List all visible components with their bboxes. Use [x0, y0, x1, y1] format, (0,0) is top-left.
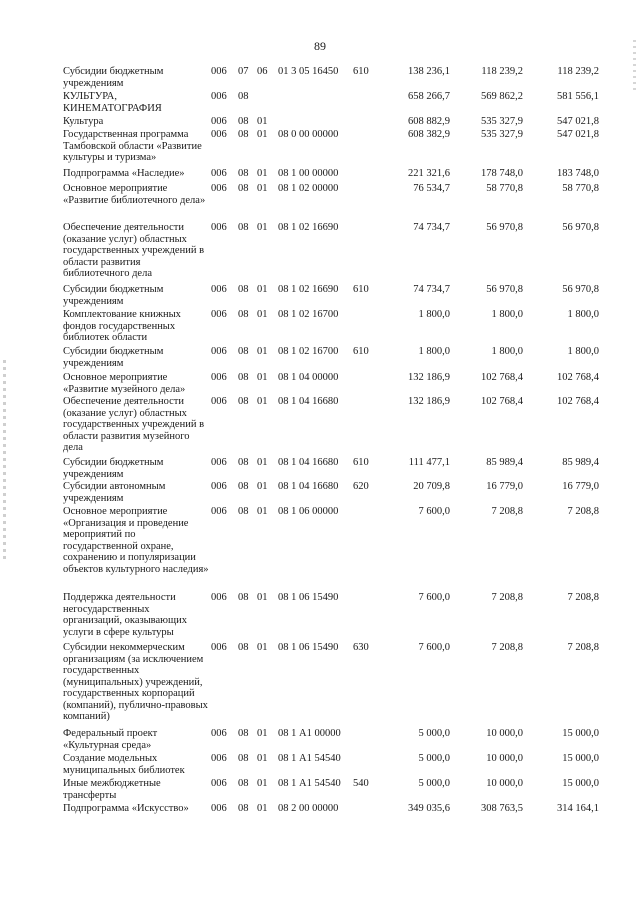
table-row — [0, 592, 640, 638]
row-amount-3: 7 208,8 — [567, 506, 599, 517]
row-target-article: 08 1 00 00000 — [278, 168, 339, 179]
row-name: КУЛЬТУРА, КИНЕМАТОГРАФИЯ — [63, 91, 162, 114]
row-subsection-code: 06 — [257, 66, 268, 77]
row-amount-3: 1 800,0 — [567, 346, 599, 357]
row-amount-2: 1 800,0 — [491, 309, 523, 320]
row-amount-1: 7 600,0 — [418, 506, 450, 517]
row-name: Основное мероприятие «Развитие библиотечного дела» — [63, 183, 206, 206]
row-gr-code: 006 — [211, 222, 227, 233]
row-target-article: 08 1 04 16680 — [278, 481, 339, 492]
row-amount-1: 74 734,7 — [413, 284, 450, 295]
row-subsection-code: 01 — [257, 506, 268, 517]
row-target-article: 08 1 02 16690 — [278, 284, 339, 295]
row-amount-3: 183 748,0 — [557, 168, 599, 179]
row-gr-code: 006 — [211, 642, 227, 653]
row-gr-code: 006 — [211, 183, 227, 194]
row-target-article: 08 1 06 15490 — [278, 642, 339, 653]
row-name: Обеспечение деятельности (оказание услуг) областных государственных учреждений в области развития библиотечного дела — [63, 222, 205, 279]
table-row — [0, 372, 640, 395]
row-expense-type: 610 — [353, 346, 369, 357]
row-expense-type: 610 — [353, 66, 369, 77]
table-row — [0, 728, 640, 751]
row-amount-3: 85 989,4 — [562, 457, 599, 468]
row-amount-2: 56 970,8 — [486, 284, 523, 295]
row-subsection-code: 01 — [257, 481, 268, 492]
row-amount-3: 7 208,8 — [567, 642, 599, 653]
row-section-code: 08 — [238, 778, 249, 789]
row-amount-1: 1 800,0 — [418, 346, 450, 357]
row-amount-2: 85 989,4 — [486, 457, 523, 468]
row-amount-2: 7 208,8 — [491, 592, 523, 603]
row-amount-1: 1 800,0 — [418, 309, 450, 320]
table-row — [0, 481, 640, 504]
table-row — [0, 778, 640, 801]
row-subsection-code: 01 — [257, 457, 268, 468]
row-expense-type: 630 — [353, 642, 369, 653]
row-amount-3: 102 768,4 — [557, 372, 599, 383]
row-section-code: 08 — [238, 372, 249, 383]
row-amount-3: 118 239,2 — [557, 66, 599, 77]
row-amount-3: 56 970,8 — [562, 222, 599, 233]
row-section-code: 08 — [238, 168, 249, 179]
table-row — [0, 129, 640, 163]
row-target-article: 01 3 05 16450 — [278, 66, 339, 77]
row-subsection-code: 01 — [257, 222, 268, 233]
row-amount-3: 1 800,0 — [567, 309, 599, 320]
row-name: Культура — [63, 116, 104, 127]
row-amount-1: 138 236,1 — [408, 66, 450, 77]
row-amount-2: 102 768,4 — [481, 372, 523, 383]
row-name: Субсидии некоммерческим организациям (за исключением государственных (муниципальных) учреждений, государственных корпораций (компаний), публично-правовых компаний) — [63, 642, 208, 722]
row-name: Поддержка деятельности негосударственных организаций, оказывающих услуги в сфере культуры — [63, 592, 187, 638]
row-amount-1: 132 186,9 — [408, 396, 450, 407]
row-amount-3: 314 164,1 — [557, 803, 599, 814]
row-target-article: 08 1 А1 54540 — [278, 778, 341, 789]
row-section-code: 08 — [238, 309, 249, 320]
row-amount-2: 7 208,8 — [491, 506, 523, 517]
row-name: Подпрограмма «Искусство» — [63, 803, 189, 814]
row-target-article: 08 2 00 00000 — [278, 803, 339, 814]
row-name: Государственная программа Тамбовской области «Развитие культуры и туризма» — [63, 129, 202, 163]
row-section-code: 08 — [238, 284, 249, 295]
row-expense-type: 610 — [353, 457, 369, 468]
row-section-code: 08 — [238, 481, 249, 492]
row-amount-2: 10 000,0 — [486, 753, 523, 764]
row-subsection-code: 01 — [257, 753, 268, 764]
row-amount-3: 16 779,0 — [562, 481, 599, 492]
row-subsection-code: 01 — [257, 803, 268, 814]
row-amount-3: 56 970,8 — [562, 284, 599, 295]
row-expense-type: 540 — [353, 778, 369, 789]
row-section-code: 08 — [238, 116, 249, 127]
row-gr-code: 006 — [211, 129, 227, 140]
row-target-article: 08 1 02 16700 — [278, 346, 339, 357]
row-target-article: 08 1 02 16700 — [278, 309, 339, 320]
row-name: Иные межбюджетные трансферты — [63, 778, 161, 801]
row-name: Основное мероприятие «Организация и проведение мероприятий по государственной охране, сохранению и популяризации объектов культурного наследия» — [63, 506, 209, 575]
row-amount-2: 308 763,5 — [481, 803, 523, 814]
row-gr-code: 006 — [211, 778, 227, 789]
row-gr-code: 006 — [211, 309, 227, 320]
row-gr-code: 006 — [211, 66, 227, 77]
table-row — [0, 803, 640, 815]
row-subsection-code: 01 — [257, 778, 268, 789]
row-name: Федеральный проект «Культурная среда» — [63, 728, 158, 751]
row-gr-code: 006 — [211, 91, 227, 102]
row-subsection-code: 01 — [257, 183, 268, 194]
row-subsection-code: 01 — [257, 396, 268, 407]
table-row — [0, 91, 640, 114]
row-amount-3: 547 021,8 — [557, 129, 599, 140]
row-amount-3: 102 768,4 — [557, 396, 599, 407]
row-amount-1: 221 321,6 — [408, 168, 450, 179]
row-amount-3: 581 556,1 — [557, 91, 599, 102]
row-amount-1: 7 600,0 — [418, 642, 450, 653]
table-row — [0, 222, 640, 279]
row-amount-2: 535 327,9 — [481, 129, 523, 140]
table-row — [0, 116, 640, 128]
row-target-article: 08 0 00 00000 — [278, 129, 339, 140]
table-row — [0, 183, 640, 206]
row-subsection-code: 01 — [257, 728, 268, 739]
table-row — [0, 309, 640, 343]
row-amount-2: 535 327,9 — [481, 116, 523, 127]
row-target-article: 08 1 02 00000 — [278, 183, 339, 194]
row-section-code: 07 — [238, 66, 249, 77]
row-name: Создание модельных муниципальных библиотек — [63, 753, 185, 776]
row-section-code: 08 — [238, 457, 249, 468]
row-section-code: 08 — [238, 91, 249, 102]
row-subsection-code: 01 — [257, 168, 268, 179]
row-name: Основное мероприятие «Развитие музейного дела» — [63, 372, 186, 395]
row-name: Комплектование книжных фондов государственных библиотек области — [63, 309, 181, 343]
row-gr-code: 006 — [211, 728, 227, 739]
row-name: Подпрограмма «Наследие» — [63, 168, 185, 179]
row-name: Субсидии бюджетным учреждениям — [63, 284, 164, 307]
row-section-code: 08 — [238, 129, 249, 140]
row-section-code: 08 — [238, 183, 249, 194]
row-name: Субсидии бюджетным учреждениям — [63, 66, 164, 89]
row-amount-2: 1 800,0 — [491, 346, 523, 357]
row-subsection-code: 01 — [257, 284, 268, 295]
row-amount-1: 5 000,0 — [418, 728, 450, 739]
row-gr-code: 006 — [211, 396, 227, 407]
table-row — [0, 642, 640, 722]
row-amount-1: 349 035,6 — [408, 803, 450, 814]
row-amount-1: 658 266,7 — [408, 91, 450, 102]
row-amount-2: 56 970,8 — [486, 222, 523, 233]
table-row — [0, 457, 640, 480]
row-name: Субсидии автономным учреждениям — [63, 481, 166, 504]
row-section-code: 08 — [238, 396, 249, 407]
row-section-code: 08 — [238, 506, 249, 517]
row-amount-2: 7 208,8 — [491, 642, 523, 653]
row-amount-1: 608 882,9 — [408, 116, 450, 127]
row-amount-1: 74 734,7 — [413, 222, 450, 233]
row-name: Субсидии бюджетным учреждениям — [63, 346, 164, 369]
row-gr-code: 006 — [211, 753, 227, 764]
row-amount-2: 178 748,0 — [481, 168, 523, 179]
row-amount-2: 16 779,0 — [486, 481, 523, 492]
row-amount-3: 15 000,0 — [562, 753, 599, 764]
row-amount-2: 102 768,4 — [481, 396, 523, 407]
table-row — [0, 346, 640, 369]
row-amount-2: 10 000,0 — [486, 778, 523, 789]
row-amount-1: 7 600,0 — [418, 592, 450, 603]
row-subsection-code: 01 — [257, 116, 268, 127]
row-gr-code: 006 — [211, 592, 227, 603]
row-amount-3: 547 021,8 — [557, 116, 599, 127]
row-section-code: 08 — [238, 592, 249, 603]
row-amount-2: 118 239,2 — [481, 66, 523, 77]
row-gr-code: 006 — [211, 168, 227, 179]
margin-mark — [3, 360, 6, 560]
row-amount-1: 111 477,1 — [408, 457, 450, 468]
row-expense-type: 620 — [353, 481, 369, 492]
row-subsection-code: 01 — [257, 642, 268, 653]
row-subsection-code: 01 — [257, 372, 268, 383]
row-amount-3: 15 000,0 — [562, 778, 599, 789]
row-subsection-code: 01 — [257, 309, 268, 320]
row-amount-1: 5 000,0 — [418, 753, 450, 764]
row-target-article: 08 1 04 00000 — [278, 372, 339, 383]
table-row — [0, 506, 640, 575]
row-gr-code: 006 — [211, 116, 227, 127]
row-target-article: 08 1 06 00000 — [278, 506, 339, 517]
row-target-article: 08 1 04 16680 — [278, 396, 339, 407]
row-amount-2: 58 770,8 — [486, 183, 523, 194]
row-gr-code: 006 — [211, 803, 227, 814]
table-row — [0, 396, 640, 453]
row-section-code: 08 — [238, 803, 249, 814]
row-expense-type: 610 — [353, 284, 369, 295]
row-name: Субсидии бюджетным учреждениям — [63, 457, 164, 480]
row-gr-code: 006 — [211, 457, 227, 468]
row-subsection-code: 01 — [257, 592, 268, 603]
row-section-code: 08 — [238, 222, 249, 233]
row-amount-2: 569 862,2 — [481, 91, 523, 102]
row-amount-1: 5 000,0 — [418, 778, 450, 789]
table-row — [0, 284, 640, 307]
row-amount-1: 132 186,9 — [408, 372, 450, 383]
table-row — [0, 66, 640, 89]
row-amount-2: 10 000,0 — [486, 728, 523, 739]
row-amount-1: 608 382,9 — [408, 129, 450, 140]
row-name: Обеспечение деятельности (оказание услуг) областных государственных учреждений в области развития музейного дела — [63, 396, 205, 453]
row-section-code: 08 — [238, 753, 249, 764]
page-number: 89 — [314, 39, 326, 53]
row-subsection-code: 01 — [257, 129, 268, 140]
row-gr-code: 006 — [211, 346, 227, 357]
row-section-code: 08 — [238, 346, 249, 357]
row-amount-3: 15 000,0 — [562, 728, 599, 739]
margin-mark — [633, 40, 636, 90]
row-subsection-code: 01 — [257, 346, 268, 357]
row-section-code: 08 — [238, 728, 249, 739]
row-gr-code: 006 — [211, 506, 227, 517]
row-target-article: 08 1 04 16680 — [278, 457, 339, 468]
row-target-article: 08 1 А1 54540 — [278, 753, 341, 764]
row-amount-1: 20 709,8 — [413, 481, 450, 492]
row-amount-3: 58 770,8 — [562, 183, 599, 194]
row-target-article: 08 1 А1 00000 — [278, 728, 341, 739]
row-gr-code: 006 — [211, 372, 227, 383]
row-target-article: 08 1 06 15490 — [278, 592, 339, 603]
row-amount-3: 7 208,8 — [567, 592, 599, 603]
row-section-code: 08 — [238, 642, 249, 653]
row-target-article: 08 1 02 16690 — [278, 222, 339, 233]
row-gr-code: 006 — [211, 284, 227, 295]
table-row — [0, 168, 640, 180]
row-amount-1: 76 534,7 — [413, 183, 450, 194]
row-gr-code: 006 — [211, 481, 227, 492]
table-row — [0, 753, 640, 776]
